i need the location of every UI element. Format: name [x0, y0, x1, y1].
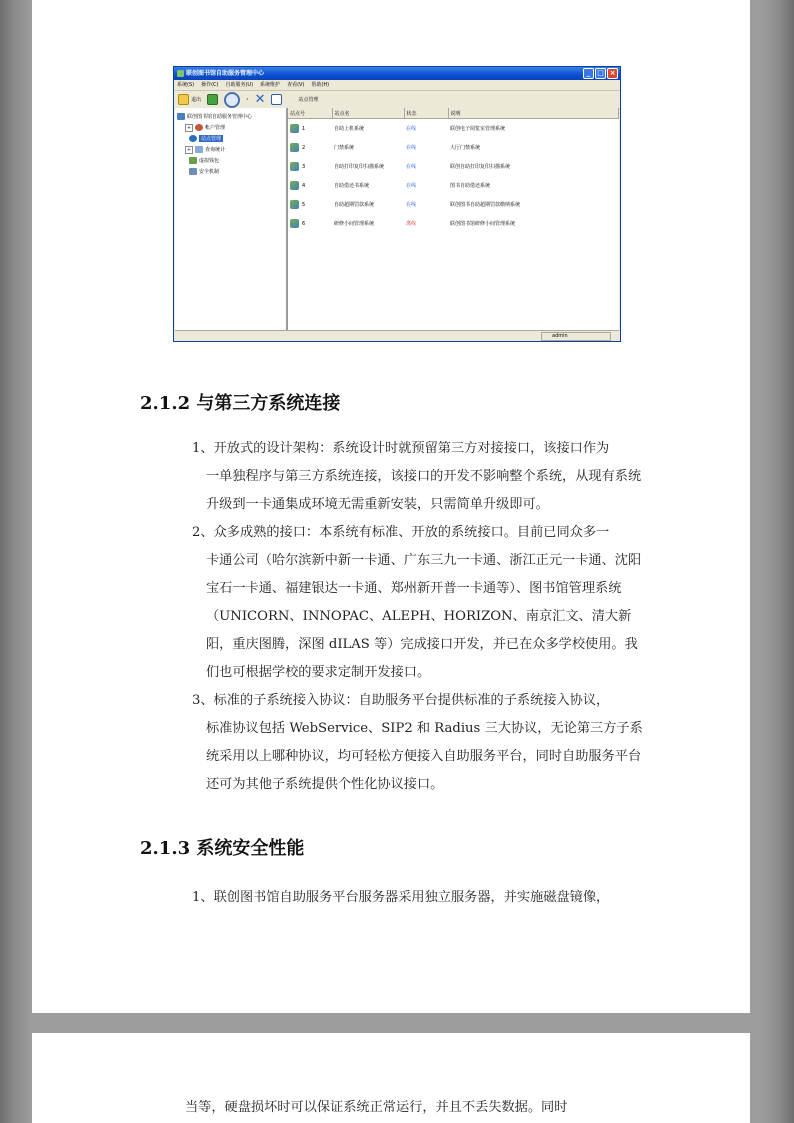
item-continuation: 一单独程序与第三方系统连接，该接口的开发不影响整个系统，从现有系统升级到一卡通集成环境无需重新安装，只需简单升级即可。	[206, 469, 642, 512]
delete-icon[interactable]: ✕	[254, 92, 266, 107]
status-bar	[175, 330, 619, 341]
heading-2-1-3: 2.1.3 系统安全性能	[140, 838, 305, 859]
section-213-body	[192, 884, 648, 912]
col-header-id[interactable]: 站点号	[288, 108, 332, 119]
site-id: 2	[302, 144, 306, 151]
app-icon	[177, 70, 184, 77]
tree-item-label: 站点管理	[201, 136, 222, 142]
item-first-line: 1、联创图书馆自助服务平台服务器采用独立服务器，并实施磁盘镜像，	[192, 890, 610, 905]
tree-root[interactable]	[177, 111, 284, 122]
cell-desc: 联创图书自助超期罚款缴纳系统	[450, 202, 521, 208]
site-node-icon	[290, 162, 299, 171]
tree-item-label: 查询统计	[205, 147, 226, 153]
cell-name: 自助上机系统	[334, 126, 365, 132]
search-icon[interactable]	[224, 92, 240, 108]
tree-item-sites[interactable]	[177, 133, 284, 144]
cell-status: 在线	[406, 183, 417, 189]
minimize-icon[interactable]: _	[583, 68, 594, 79]
cell-status: 在线	[406, 202, 417, 208]
tree-item-security[interactable]	[177, 166, 284, 177]
site-id: 1	[302, 125, 306, 132]
cell-name: 自助借还书系统	[334, 183, 370, 189]
menu-operate[interactable]: 操作(C)	[201, 82, 219, 88]
site-id: 5	[302, 201, 306, 208]
cell-id	[288, 214, 332, 233]
cell-status: 在线	[406, 164, 417, 170]
cell-id	[288, 119, 332, 139]
close-icon[interactable]: ×	[607, 68, 618, 79]
grid-icon[interactable]	[207, 94, 218, 105]
dropdown-dot-icon[interactable]: ·	[246, 95, 249, 104]
shield-icon	[189, 168, 197, 175]
item-continuation: 标准协议包括 WebService、SIP2 和 Radius 三大协议，无论第三方子系统采用以上哪种协议，均可轻松方便接入自助服务平台，同时自助服务平台还可为其他子系统提供个性化协议接口。	[206, 721, 643, 792]
chart-icon	[195, 146, 203, 153]
col-header-name[interactable]: 站点名	[332, 108, 404, 119]
wallet-icon	[189, 157, 197, 164]
expand-icon[interactable]: +	[186, 124, 192, 131]
network-icon	[177, 113, 185, 120]
properties-icon[interactable]	[271, 94, 282, 105]
site-list	[288, 108, 619, 330]
col-header-desc[interactable]: 说明	[448, 108, 619, 119]
cell-id	[288, 138, 332, 157]
site-node-icon	[290, 124, 299, 133]
site-id: 3	[302, 163, 306, 170]
menu-maintenance[interactable]: 系统维护	[260, 82, 281, 88]
tree-item-stats[interactable]	[177, 144, 284, 155]
cell-id	[288, 176, 332, 195]
site-id: 6	[302, 220, 306, 227]
item-first-line: 1、开放式的设计架构：系统设计时就预留第三方对接接口，该接口作为	[192, 441, 610, 456]
status-user: admin	[541, 332, 611, 341]
table-row[interactable]	[288, 214, 619, 233]
maximize-icon[interactable]: □	[595, 68, 606, 79]
list-item	[192, 687, 648, 799]
cell-name: 自助打印复印扫描系统	[334, 164, 385, 170]
document-page-1	[32, 0, 750, 1013]
table-row[interactable]	[288, 176, 619, 195]
table-header	[288, 108, 619, 119]
exit-label: 退出	[191, 97, 202, 103]
menu-bar	[174, 80, 620, 91]
col-header-status[interactable]: 状态	[404, 108, 448, 119]
tree-item-wallet[interactable]	[177, 155, 284, 166]
list-item	[192, 435, 648, 519]
menu-system[interactable]: 系统(S)	[177, 82, 195, 88]
table-row[interactable]	[288, 138, 619, 157]
cell-id	[288, 157, 332, 176]
tree-item-accounts[interactable]	[177, 122, 284, 133]
users-icon	[195, 124, 203, 131]
toolbar-path-label: 站点管理	[298, 97, 319, 103]
cell-desc: 图书自助借还系统	[450, 183, 491, 189]
app-window-screenshot	[173, 66, 621, 342]
item-first-line: 3、标准的子系统接入协议：自助服务平台提供标准的子系统接入协议，	[192, 693, 610, 708]
cell-name: 研修小间管理系统	[334, 221, 375, 227]
tree-root-label: 联创图书馆自助服务管理中心	[187, 114, 253, 120]
table-row[interactable]	[288, 119, 619, 139]
table-row[interactable]	[288, 157, 619, 176]
nav-tree	[175, 108, 288, 330]
exit-icon	[178, 94, 189, 105]
tree-item-label: 帐户管理	[205, 125, 226, 131]
cell-status: 在线	[406, 126, 417, 132]
cell-status: 在线	[406, 145, 417, 151]
cell-desc: 大厅门禁系统	[450, 145, 481, 151]
menu-help[interactable]: 帮助(H)	[311, 82, 330, 88]
cell-id	[288, 195, 332, 214]
heading-2-1-2: 2.1.2 与第三方系统连接	[140, 393, 341, 414]
site-node-icon	[290, 200, 299, 209]
site-node-icon	[290, 143, 299, 152]
item-continuation: 卡通公司（哈尔滨新中新一卡通、广东三九一卡通、浙江正元一卡通、沈阳宝石一卡通、福建银达一卡通、郑州新开普一卡通等）、图书馆管理系统（UNICORN、INNOPAC、ALEPH、HORIZON、南京汇文、清大新阳，重庆图腾，深图 dILAS 等）完成接口开发，并已在众多学校使用。我们也可根据学校的要求定制开发接口。	[206, 553, 642, 680]
item-first-line: 2、众多成熟的接口：本系统有标准、开放的系统接口。目前已同众多一	[192, 525, 610, 540]
cell-desc: 联创电子阅览室管理系统	[450, 126, 506, 132]
exit-button[interactable]	[178, 94, 201, 105]
list-item	[192, 519, 648, 687]
cell-status: 离线	[406, 221, 417, 227]
cell-name: 自助超期罚款系统	[334, 202, 375, 208]
site-node-icon	[290, 219, 299, 228]
tree-item-label: 虚拟钱包	[199, 158, 220, 164]
cell-desc: 联创自助打印复印扫描系统	[450, 164, 511, 170]
expand-icon[interactable]: +	[186, 146, 192, 153]
toolbar	[174, 91, 620, 109]
menu-self-service[interactable]: 自助服务(U)	[225, 82, 254, 88]
page-2-partial-line: 当等，硬盘损坏时可以保证系统正常运行，并且不丢失数据。同时	[185, 1100, 568, 1115]
cell-desc: 联创图书馆研修小间管理系统	[450, 221, 516, 227]
section-212-body	[192, 435, 648, 799]
tree-item-label: 安全机制	[199, 169, 220, 175]
site-node-icon	[290, 181, 299, 190]
globe-icon	[189, 135, 197, 142]
cell-name: 门禁系统	[334, 145, 355, 151]
table-row[interactable]	[288, 195, 619, 214]
window-title: 联创图书馆自助服务管理中心	[186, 70, 265, 77]
menu-view[interactable]: 查看(V)	[287, 82, 305, 88]
window-titlebar	[174, 67, 620, 80]
site-id: 4	[302, 182, 306, 189]
